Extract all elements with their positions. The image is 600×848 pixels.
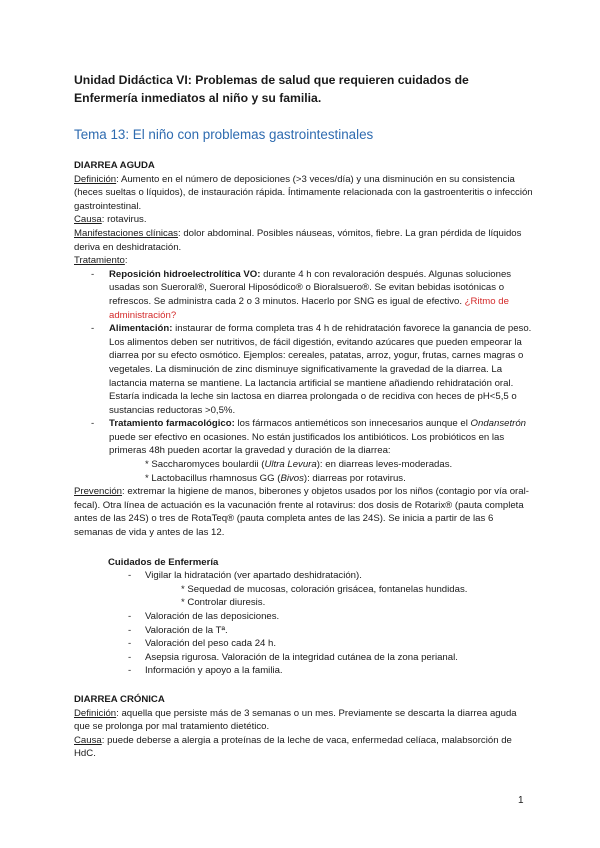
list-item [74,569,534,583]
topic-title: Tema 13: El niño con problemas gastrointestinales [74,127,374,142]
list-item-feeding [74,322,534,417]
pharma-text-1: los fármacos antieméticos son innecesarios aunque el [234,418,471,430]
probiotic-1-tail: ): en diarreas leves-moderadas. [316,459,453,471]
probiotic-1-text: * Saccharomyces boulardii ( [145,459,265,471]
list-item [74,664,534,678]
acute-prevention [74,485,534,539]
probiotic-1-brand: Ultra Levura [264,459,317,471]
feeding-text: instaurar de forma completa tras 4 h de rehidratación favorece la ganancia de peso. Los alimentos deben ser nutritivos, de fácil digestión, evitando azúcares que pueden empeorar la diarrea por su efecto osmótico. Ejemplos: cereales, patatas, arroz, yogur, frutas, carnes magras o vegetales. La disminución de zinc disminuye significativamente la gravedad de la diarrea. La lactancia materna se mantiene. La lactancia artificial se mantiene añadiendo rehidratación oral. Estaría indicada la leche sin lactosa en diarrea prolongada o de recidiva con heces de pH<5,5 o sustancias reductoras >0,5%. [109,323,532,416]
bullet-dash: - [128,624,132,636]
acute-definition [74,173,534,214]
acute-treatment [74,254,534,268]
probiotic-2-tail: ): diarreas por rotavirus. [303,472,406,484]
definition-text: : aquella que persiste más de 3 semanas o un mes. Previamente se descarta la diarrea aguda que se prolonga por mal tratamiento dietético. [74,707,517,733]
list-item [74,651,534,665]
bullet-dash: - [91,323,95,335]
probiotic-2 [74,472,534,486]
list-item [74,610,534,624]
care-item-text: Valoración del peso cada 24 h. [145,638,277,650]
care-hydration-sub-1: * Sequedad de mucosas, coloración grisácea, fontanelas hundidas. [181,583,468,595]
definition-label: Definición [74,707,117,719]
care-item-text: Valoración de las deposiciones. [145,611,280,622]
pharma-text-2: puede ser efectivo en ocasiones. No están justificados los antibióticos. Los probióticos en las primeras 48h pueden acortar la gravedad y duración de la diarrea: [109,431,505,457]
care-item-text: Asepsia rigurosa. Valoración de la integridad cutánea de la zona perianal. [145,651,458,663]
rehydration-text: durante 4 h con revaloración después. Algunas soluciones usadas son Sueroral®, Sueroral Hiposódico® o Bioralsuero®. Se evitan bebidas isotónicas o refrescos. Se administra cada 2 o 3 minutos. Hacerlo por SNG es igual de efectivo. [109,268,512,307]
acute-manifestations [74,227,534,254]
document-page [74,71,534,761]
rehydration-title: Reposición hidroelectrolítica VO: [109,268,261,280]
care-item-text: Valoración de la Tª. [145,624,228,636]
probiotic-2-brand: Bivos [280,472,304,484]
list-item [74,624,534,638]
cause-label: Causa [74,214,102,226]
cause-text: : puede deberse a alergia a proteínas de la leche de vaca, enfermedad celíaca, malabsorción de HdC. [74,734,512,760]
bullet-dash: - [91,418,95,430]
cause-text: : rotavirus. [101,214,147,226]
chronic-heading: DIARREA CRÓNICA [74,693,165,705]
chronic-diarrhea-section [74,693,534,761]
rehydration-note: ¿Ritmo de administración? [109,295,509,321]
bullet-dash: - [128,611,132,622]
probiotic-2-text: * Lactobacillus rhamnosus GG ( [145,472,281,484]
feeding-title: Alimentación: [109,323,173,335]
manifestations-label: Manifestaciones clínicas [74,227,178,239]
definition-label: Definición [74,173,117,185]
nursing-care-section [74,556,534,678]
cause-label: Causa [74,734,102,746]
care-item-text: Información y apoyo a la familia. [145,665,283,677]
acute-cause [74,213,534,227]
list-item-rehydration [74,268,534,322]
page-number: 1 [518,795,524,806]
chronic-definition [74,707,534,734]
bullet-dash: - [128,651,132,663]
list-item-pharma [74,417,534,458]
bullet-dash: - [128,665,132,677]
acute-heading: DIARREA AGUDA [74,160,155,171]
pharma-title: Tratamiento farmacológico: [109,418,235,430]
bullet-dash: - [128,638,132,650]
definition-text: : Aumento en el número de deposiciones (>3 veces/día) y una disminución en su consistencia (heces sueltas o líquidos), de instauración rápida. Íntimamente relacionada con la gastroenteritis o infección gastrointestinal. [74,173,533,212]
chronic-cause [74,734,534,761]
care-hydration: Vigilar la hidratación (ver apartado deshidratación). [145,570,362,582]
list-item [74,637,534,651]
treatment-label: Tratamiento [74,255,125,267]
prevention-label: Prevención [74,486,122,498]
manifestations-text: : dolor abdominal. Posibles náuseas, vómitos, fiebre. La gran pérdida de líquidos deriva en deshidratación. [74,227,522,253]
acute-diarrhea-section [74,159,534,540]
probiotic-1 [74,458,534,472]
prevention-text: : extremar la higiene de manos, biberones y objetos usados por los niños (contagio por vía oral-fecal). Otra línea de actuación es la vacunación frente al rotavirus: dos dosis de Rotarix® (pauta completa antes de las 24S) o tres de RotaTeq® (pauta completa antes de las 24S). Se inicia a partir de las 6 semanas de vida y antes de las 12. [74,486,529,539]
bullet-dash: - [128,570,132,582]
pharma-drug: Ondansetrón [470,418,526,430]
treatment-colon: : [124,255,128,267]
bullet-dash: - [91,268,95,280]
care-hydration-sub-2: * Controlar diuresis. [181,597,266,609]
unit-title: Unidad Didáctica VI: Problemas de salud que requieren cuidados de Enfermería inmediatos al niño y su familia. [74,73,469,105]
nursing-care-title: Cuidados de Enfermería [108,556,219,568]
